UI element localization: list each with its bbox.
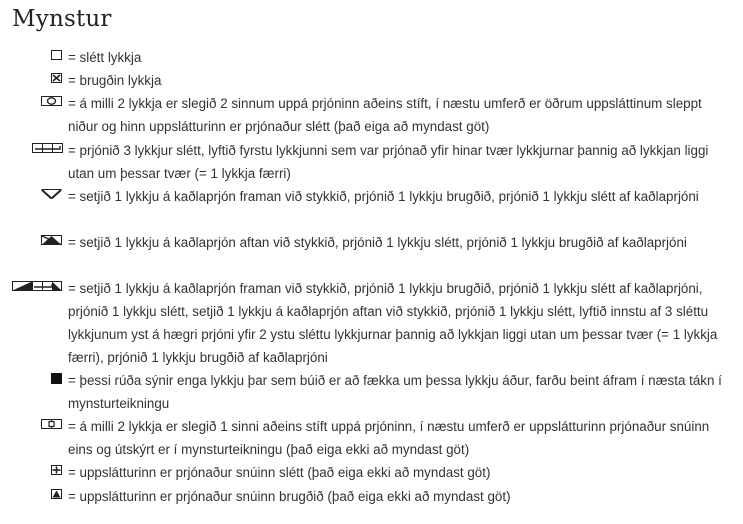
legend-text: = brugðin lykkja xyxy=(68,73,162,88)
legend-text: = setjið 1 lykkju á kaðlaprjón framan við stykkið, prjónið 1 lykkju brugðið, prjónið 1 lykkju slétt af kaðlaprjóni xyxy=(68,189,699,204)
legend-text: = á milli 2 lykkja er slegið 1 sinni aðeins stíft uppá prjóninn, í næstu umferð er uppslátturinn prjónaður snúinn eins og útskýrt er í mynsturteikningu (það eiga ekki að myndast göt) xyxy=(68,419,710,457)
page-title: Mynstur xyxy=(12,6,112,32)
legend-text: = uppslátturinn er prjónaður snúinn slétt (það eiga ekki að myndast göt) xyxy=(68,465,491,480)
cable-front-icon xyxy=(41,189,62,199)
purl-stitch-icon xyxy=(51,73,62,83)
double-yarn-over-icon xyxy=(41,96,62,106)
legend-text: = á milli 2 lykkja er slegið 2 sinnum uppá prjóninn aðeins stíft, í næstu umferð er öðrum uppsláttinum sleppt niður og hinn uppslátturinn er prjónaður slétt (það eiga að myndast göt) xyxy=(68,96,702,134)
no-stitch-icon xyxy=(51,373,62,383)
cable-combo-icon xyxy=(12,281,62,291)
cable-back-icon xyxy=(41,235,62,245)
twisted-knit-icon xyxy=(51,465,62,475)
legend-text: = þessi rúða sýnir enga lykkju þar sem búið er að fækka um þessa lykkju áður, farðu beint áfram í næsta tákn í mynsturteikningu xyxy=(68,373,722,411)
pass-over-three-icon xyxy=(32,143,63,153)
legend-text: = prjónið 3 lykkjur slétt, lyftið fyrstu lykkjunni sem var prjónað yfir hinar tvær lykkjurnar þannig að lykkjan liggi utan um þessar tvær (= 1 lykkja færri) xyxy=(68,143,709,181)
single-yarn-over-icon xyxy=(41,419,62,429)
knit-stitch-icon xyxy=(51,50,62,60)
legend-text: = setjið 1 lykkju á kaðlaprjón framan við stykkið, prjónið 1 lykkju brugðið, prjónið 1 lykkju slétt af kaðlaprjóni, prjónið 1 lykkju slétt, setjið 1 lykkju á kaðlaprjón aftan við stykkið, prjónið 1 lykkju slétt, lyftið innstu af 3 sléttu lykkjunum yst á hægri prjóni yfir 2 ystu sléttu lykkjurnar þannig að lykkjan liggi utan um þessar tvær (= 1 lykkja færri), prjónið 1 lykkju brugðið af kaðlaprjóni xyxy=(68,281,718,365)
legend-text: = setjið 1 lykkju á kaðlaprjón aftan við stykkið, prjónið 1 lykkju slétt, prjónið 1 lykkju brugðið af kaðlaprjóni xyxy=(68,235,687,250)
legend-text: = uppslátturinn er prjónaður snúinn brugðið (það eiga ekki að myndast göt) xyxy=(68,489,511,504)
twisted-purl-icon xyxy=(51,489,62,499)
legend-text: = slétt lykkja xyxy=(68,50,142,65)
